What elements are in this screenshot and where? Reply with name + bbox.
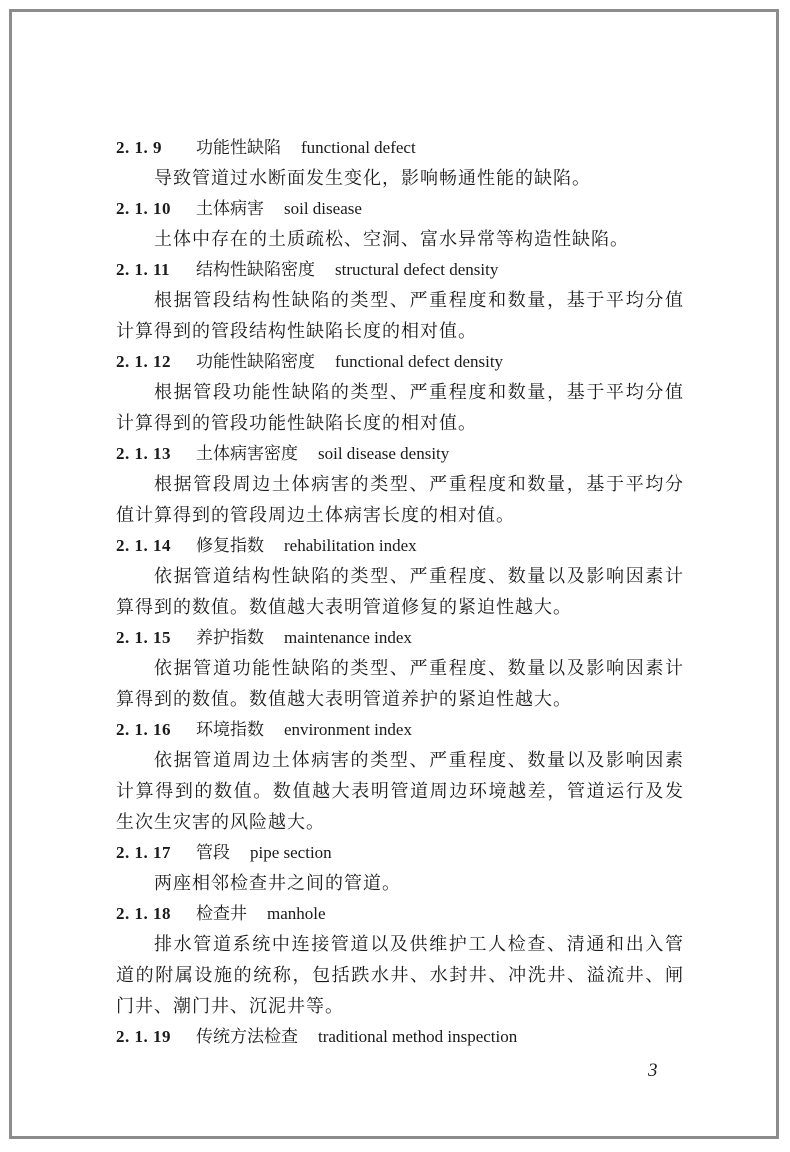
entry-term-cn: 传统方法检查 xyxy=(196,1027,298,1047)
entry-definition: 土体中存在的土质疏松、空洞、富水异常等构造性缺陷。 xyxy=(154,229,629,250)
entry-term-en: functional defect density xyxy=(335,352,504,371)
entry-number: 2. 1. 18 xyxy=(116,904,171,923)
glossary-entry xyxy=(116,255,684,347)
entry-heading xyxy=(116,255,684,285)
entry-term-en: traditional method inspection xyxy=(318,1027,518,1046)
entry-definition: 依据管道周边土体病害的类型、严重程度、数量以及影响因素计算得到的数值。数值越大表明管道周边环境越差，管道运行及发生次生灾害的风险越大。 xyxy=(116,750,684,833)
entry-term-cn: 检查井 xyxy=(196,904,247,924)
entry-term-en: rehabilitation index xyxy=(284,536,417,555)
entry-definition: 根据管段周边土体病害的类型、严重程度和数量，基于平均分值计算得到的管段周边土体病害长度的相对值。 xyxy=(116,474,684,526)
entry-term-en: soil disease density xyxy=(318,444,450,463)
entry-term-cn: 结构性缺陷密度 xyxy=(196,260,315,280)
entry-definition: 排水管道系统中连接管道以及供维护工人检查、清通和出入管道的附属设施的统称，包括跌水井、水封井、冲洗井、溢流井、闸门井、潮门井、沉泥井等。 xyxy=(116,934,684,1017)
entry-number: 2. 1. 11 xyxy=(116,260,171,279)
entry-term-cn: 土体病害密度 xyxy=(196,444,298,464)
entry-term-en: structural defect density xyxy=(335,260,499,279)
entry-heading xyxy=(116,1022,684,1052)
entry-heading xyxy=(116,623,684,653)
entry-term-cn: 养护指数 xyxy=(196,628,264,648)
entry-term-en: maintenance index xyxy=(284,628,412,647)
entry-heading xyxy=(116,899,684,929)
entry-number: 2. 1. 12 xyxy=(116,352,171,371)
entry-definition: 导致管道过水断面发生变化，影响畅通性能的缺陷。 xyxy=(154,168,591,189)
entry-heading xyxy=(116,133,684,163)
entry-term-en: environment index xyxy=(284,720,412,739)
entry-term-en: manhole xyxy=(267,904,326,923)
entry-term-en: functional defect xyxy=(301,138,416,157)
glossary-entry xyxy=(116,623,684,715)
entry-definition: 根据管段功能性缺陷的类型、严重程度和数量，基于平均分值计算得到的管段功能性缺陷长度的相对值。 xyxy=(116,382,684,434)
entry-number: 2. 1. 13 xyxy=(116,444,171,463)
entry-term-cn: 土体病害 xyxy=(196,199,264,219)
entry-definition: 依据管道功能性缺陷的类型、严重程度、数量以及影响因素计算得到的数值。数值越大表明管道养护的紧迫性越大。 xyxy=(116,658,684,710)
entry-number: 2. 1. 19 xyxy=(116,1027,171,1046)
glossary-entry xyxy=(116,531,684,623)
glossary-entry xyxy=(116,899,684,1022)
page-number: 3 xyxy=(648,1060,658,1081)
glossary-content xyxy=(116,133,684,1052)
glossary-entry xyxy=(116,1022,684,1052)
glossary-entry xyxy=(116,194,684,255)
entry-heading xyxy=(116,194,684,224)
entry-heading xyxy=(116,715,684,745)
glossary-entry xyxy=(116,133,684,194)
entry-heading xyxy=(116,347,684,377)
entry-term-cn: 功能性缺陷 xyxy=(196,138,281,158)
glossary-entry xyxy=(116,347,684,439)
entry-definition: 根据管段结构性缺陷的类型、严重程度和数量，基于平均分值计算得到的管段结构性缺陷长度的相对值。 xyxy=(116,290,684,342)
entry-number: 2. 1. 17 xyxy=(116,843,171,862)
entry-definition: 两座相邻检查井之间的管道。 xyxy=(154,873,401,894)
glossary-entry xyxy=(116,838,684,899)
entry-number: 2. 1. 15 xyxy=(116,628,171,647)
entry-heading xyxy=(116,838,684,868)
entry-term-cn: 管段 xyxy=(196,843,230,863)
entry-definition: 依据管道结构性缺陷的类型、严重程度、数量以及影响因素计算得到的数值。数值越大表明管道修复的紧迫性越大。 xyxy=(116,566,684,618)
entry-heading xyxy=(116,439,684,469)
entry-number: 2. 1. 9 xyxy=(116,138,162,157)
glossary-entry xyxy=(116,439,684,531)
entry-term-en: soil disease xyxy=(284,199,362,218)
entry-number: 2. 1. 16 xyxy=(116,720,171,739)
entry-number: 2. 1. 10 xyxy=(116,199,171,218)
entry-number: 2. 1. 14 xyxy=(116,536,171,555)
entry-term-cn: 功能性缺陷密度 xyxy=(196,352,315,372)
entry-term-cn: 修复指数 xyxy=(196,536,264,556)
entry-term-en: pipe section xyxy=(250,843,332,862)
glossary-entry xyxy=(116,715,684,838)
entry-term-cn: 环境指数 xyxy=(196,720,264,740)
entry-heading xyxy=(116,531,684,561)
